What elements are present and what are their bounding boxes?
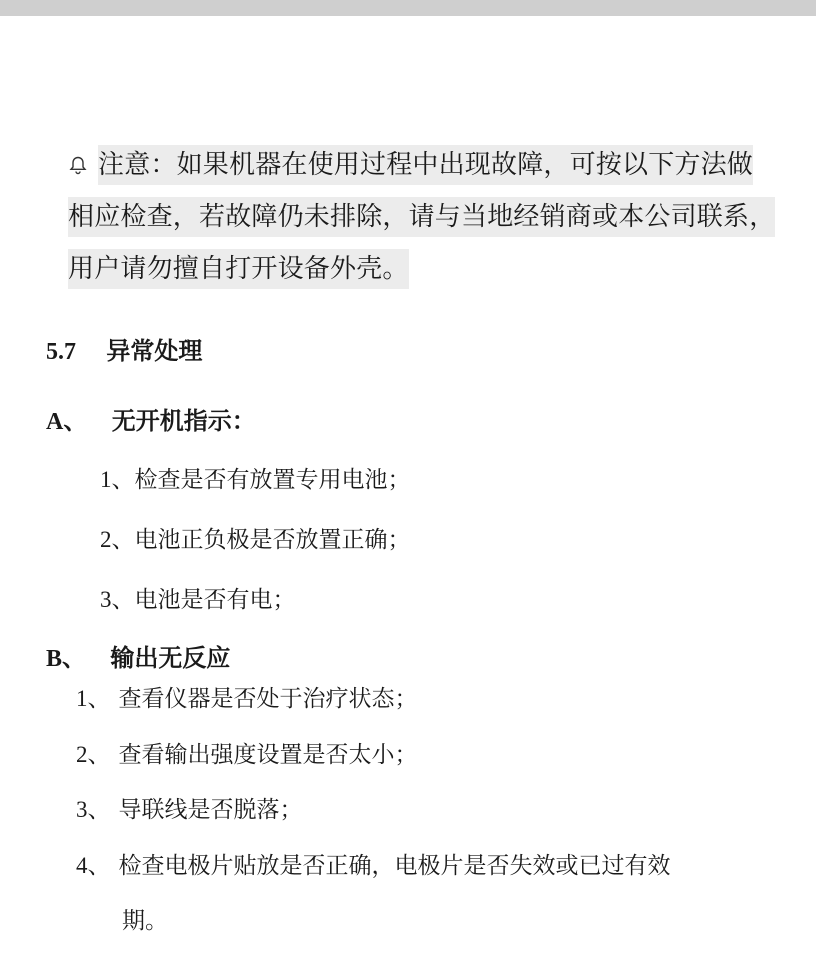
note-text-3: 用户请勿擅自打开设备外壳。 — [68, 249, 409, 289]
note-text-1: 注意：如果机器在使用过程中出现故障，可按以下方法做 — [98, 145, 753, 185]
list-item — [76, 682, 418, 716]
section-number: 5.7 — [46, 339, 76, 365]
item-text: 电池正负极是否放置正确； — [134, 527, 411, 553]
item-number: 1、 — [76, 686, 111, 711]
top-page-border — [0, 0, 816, 16]
list-item — [76, 849, 671, 883]
list-item — [100, 523, 411, 557]
list-item — [76, 738, 418, 772]
section-title: 异常处理 — [106, 336, 203, 365]
subsection-b-heading — [46, 641, 230, 676]
subsection-b-label: B、 — [46, 646, 87, 672]
item-number: 3、 — [100, 587, 135, 612]
note-line-2 — [68, 197, 800, 237]
note-line-3 — [68, 249, 800, 289]
subsection-b-title: 输出无反应 — [110, 643, 231, 672]
caution-note — [68, 145, 800, 301]
item-number: 1、 — [100, 467, 135, 492]
item-number: 4、 — [76, 853, 111, 878]
item-text-continued: 期。 — [122, 908, 168, 934]
section-heading — [46, 334, 202, 369]
item-text: 检查是否有放置专用电池； — [134, 467, 411, 493]
list-item — [100, 583, 296, 617]
item-text: 导联线是否脱落； — [118, 797, 303, 823]
subsection-a-title: 无开机指示： — [111, 406, 256, 435]
item-number: 2、 — [76, 742, 111, 767]
item-text: 电池是否有电； — [134, 587, 296, 613]
list-item-continuation — [122, 904, 168, 938]
note-text-2: 相应检查，若故障仍未排除，请与当地经销商或本公司联系， — [68, 197, 775, 237]
item-text: 查看仪器是否处于治疗状态； — [118, 686, 418, 712]
list-item — [100, 463, 411, 497]
item-number: 2、 — [100, 527, 135, 552]
item-text: 检查电极片贴放是否正确，电极片是否失效或已过有效 — [118, 853, 671, 879]
subsection-a-label: A、 — [46, 409, 88, 435]
bell-icon — [68, 145, 98, 185]
item-number: 3、 — [76, 797, 111, 822]
list-item — [76, 793, 303, 827]
subsection-a-heading — [46, 404, 256, 439]
note-line-1 — [68, 145, 800, 185]
item-text: 查看输出强度设置是否太小； — [118, 742, 418, 768]
